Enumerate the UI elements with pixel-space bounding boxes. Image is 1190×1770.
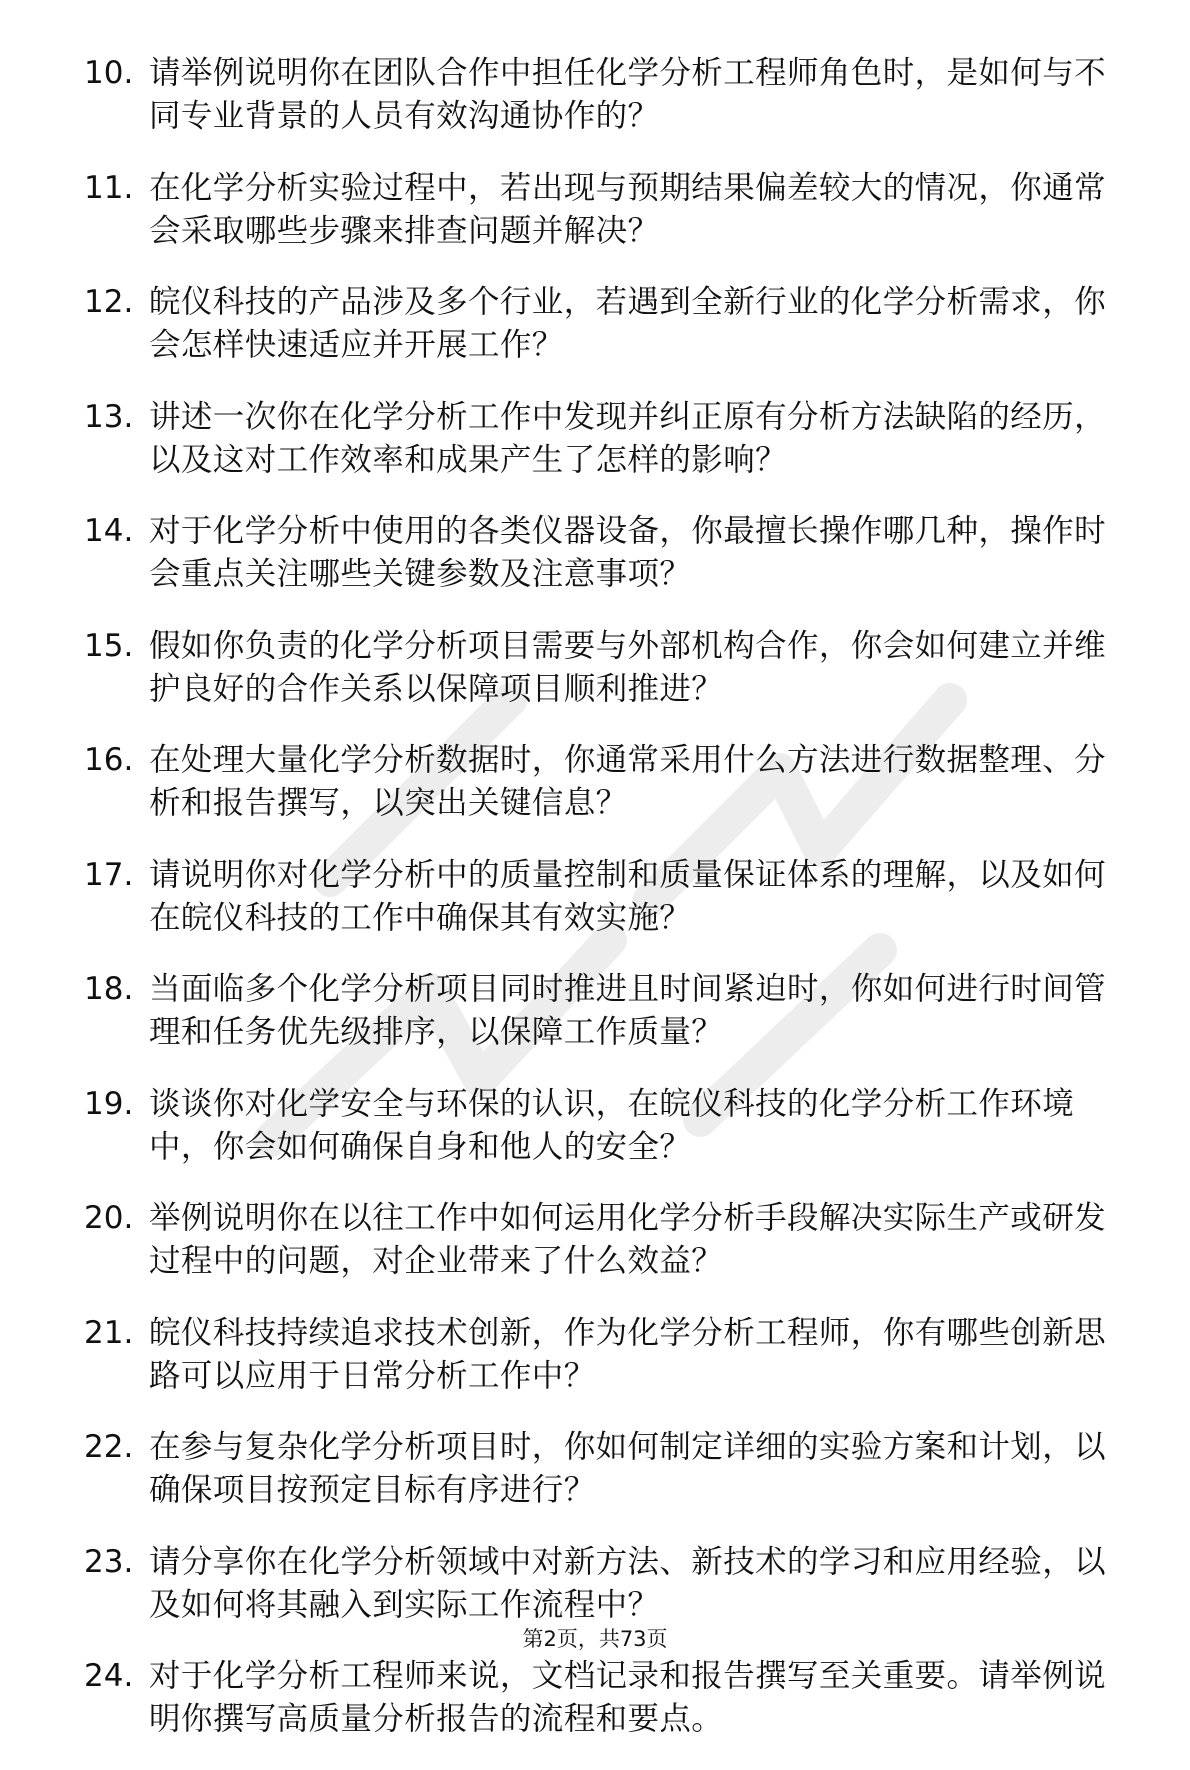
question-text: 在参与复杂化学分析项目时，你如何制定详细的实验方案和计划，以确保项目按预定目标有序进行？	[149, 1429, 1107, 1508]
question-text: 对于化学分析工程师来说，文档记录和报告撰写至关重要。请举例说明你撰写高质量分析报告的流程和要点。	[149, 1658, 1107, 1737]
question-item	[84, 854, 1114, 969]
question-list	[84, 52, 1114, 1770]
question-number: 14.	[84, 513, 134, 549]
question-item	[84, 1426, 1114, 1541]
question-text: 谈谈你对化学安全与环保的认识，在皖仪科技的化学分析工作环境中，你会如何确保自身和他人的安全？	[149, 1085, 1075, 1165]
question-text: 举例说明你在以往工作中如何运用化学分析手段解决实际生产或研发过程中的问题，对企业带来了什么效益？	[149, 1200, 1107, 1279]
question-number: 15.	[84, 627, 134, 664]
question-text: 请说明你对化学分析中的质量控制和质量保证体系的理解，以及如何在皖仪科技的工作中确保其有效实施？	[149, 856, 1107, 936]
question-text: 讲述一次你在化学分析工作中发现并纠正原有分析方法缺陷的经历，以及这对工作效率和成果产生了怎样的影响？	[149, 398, 1107, 478]
question-number: 21.	[84, 1314, 134, 1351]
question-number: 12.	[84, 284, 134, 320]
question-text: 对于化学分析中使用的各类仪器设备，你最擅长操作哪几种，操作时会重点关注哪些关键参数及注意事项？	[149, 513, 1107, 592]
question-text: 在处理大量化学分析数据时，你通常采用什么方法进行数据整理、分析和报告撰写，以突出关键信息？	[149, 742, 1107, 821]
question-text: 在化学分析实验过程中，若出现与预期结果偏差较大的情况，你通常会采取哪些步骤来排查问题并解决？	[149, 169, 1107, 249]
question-number: 13.	[84, 398, 134, 435]
question-text: 当面临多个化学分析项目同时推进且时间紧迫时，你如何进行时间管理和任务优先级排序，以保障工作质量？	[149, 971, 1107, 1050]
question-text: 皖仪科技的产品涉及多个行业，若遇到全新行业的化学分析需求，你会怎样快速适应并开展工作？	[149, 284, 1107, 363]
question-number: 10.	[84, 55, 134, 91]
question-number: 20.	[84, 1200, 134, 1236]
question-text: 请分享你在化学分析领域中对新方法、新技术的学习和应用经验，以及如何将其融入到实际工作流程中？	[149, 1543, 1107, 1623]
question-item	[84, 167, 1114, 282]
question-item	[84, 739, 1114, 854]
question-item	[84, 1083, 1114, 1198]
question-number: 19.	[84, 1085, 134, 1122]
question-number: 18.	[84, 971, 134, 1007]
question-item	[84, 396, 1114, 511]
question-item	[84, 968, 1114, 1083]
question-item	[84, 625, 1114, 740]
question-number: 22.	[84, 1429, 134, 1465]
question-item	[84, 281, 1114, 396]
question-item	[84, 510, 1114, 625]
question-number: 17.	[84, 856, 134, 893]
question-item	[84, 1312, 1114, 1427]
question-number: 23.	[84, 1543, 134, 1580]
page-footer: 第2页，共73页	[522, 1627, 668, 1651]
question-number: 16.	[84, 742, 134, 778]
question-number: 11.	[84, 169, 134, 206]
question-text: 假如你负责的化学分析项目需要与外部机构合作，你会如何建立并维护良好的合作关系以保障项目顺利推进？	[149, 627, 1107, 707]
question-item	[84, 1655, 1114, 1770]
question-number: 24.	[84, 1658, 134, 1694]
question-text: 请举例说明你在团队合作中担任化学分析工程师角色时，是如何与不同专业背景的人员有效沟通协作的？	[149, 55, 1107, 134]
question-text: 皖仪科技持续追求技术创新，作为化学分析工程师，你有哪些创新思路可以应用于日常分析工作中？	[149, 1314, 1107, 1394]
question-item	[84, 52, 1114, 167]
question-item	[84, 1197, 1114, 1312]
